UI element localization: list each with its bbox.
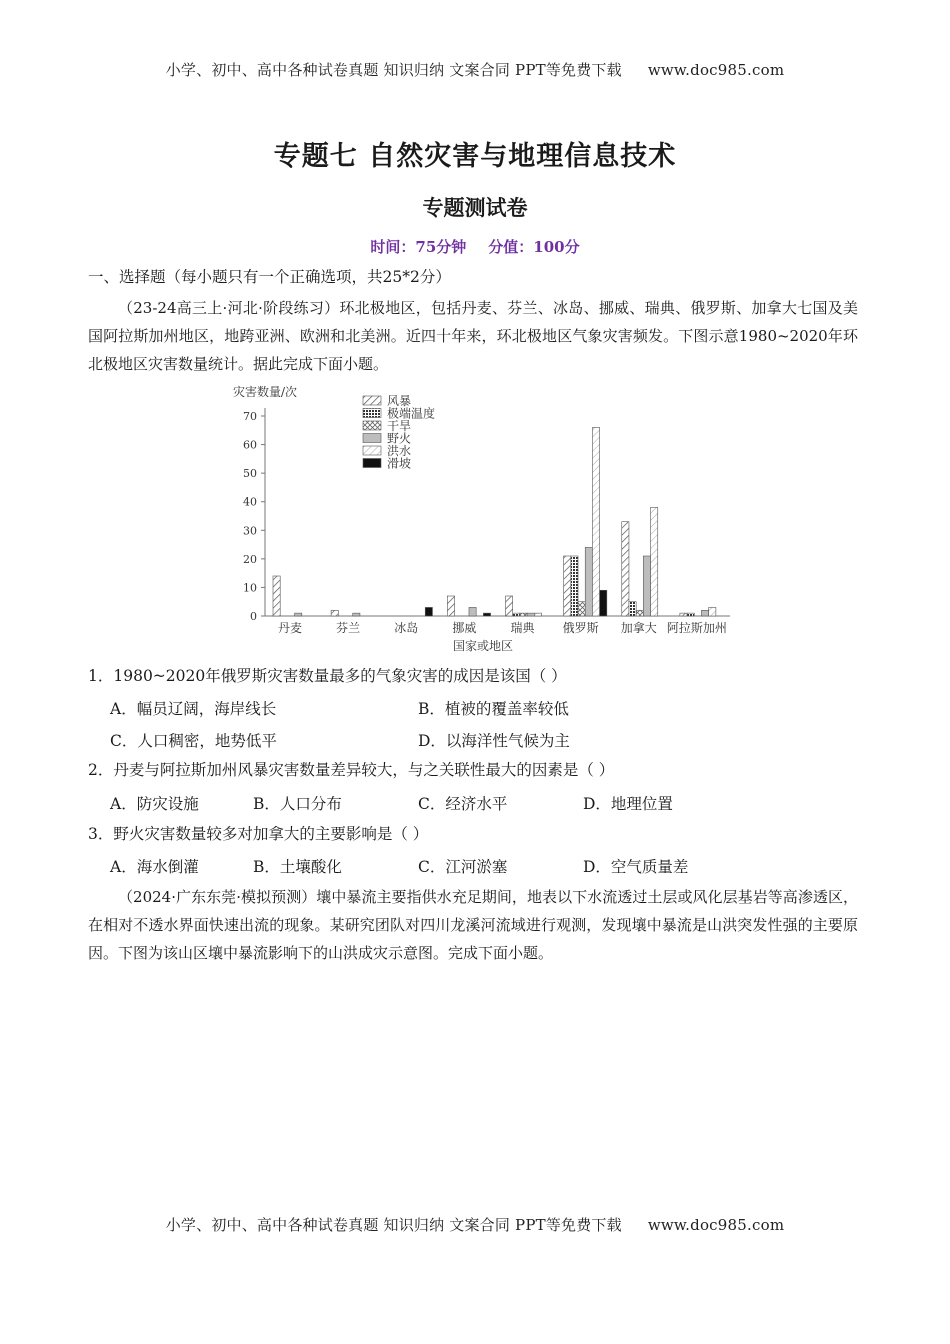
- legend-swatch: [363, 459, 381, 468]
- x-tick-label: 阿拉斯加州: [666, 621, 727, 635]
- legend-label: 野火: [387, 431, 412, 446]
- legend-swatch: [363, 446, 381, 455]
- time-limit: 时间：75分钟: [370, 238, 467, 256]
- bar-5-4: [592, 427, 599, 616]
- legend-label: 极端温度: [387, 406, 436, 421]
- y-tick-label: 60: [243, 438, 257, 452]
- x-tick-label: 挪威: [452, 621, 477, 635]
- question-2-option-b[interactable]: B．人口分布: [253, 795, 342, 813]
- legend: [363, 394, 435, 471]
- x-tick-label: 丹麦: [278, 621, 303, 635]
- x-tick-label: 冰岛: [394, 621, 419, 635]
- bar-5-0: [564, 556, 571, 616]
- legend-label: 干旱: [387, 419, 412, 433]
- question-1-option-d[interactable]: D．以海洋性气候为主: [418, 732, 570, 750]
- legend-swatch: [363, 396, 381, 405]
- page-footer: [0, 1214, 950, 1235]
- y-axis-title: 灾害数量/次: [233, 385, 298, 399]
- legend-label: 洪水: [387, 444, 412, 458]
- question-3-option-d[interactable]: D．空气质量差: [583, 858, 689, 876]
- bar-5-3: [585, 547, 592, 616]
- question-3-option-c[interactable]: C．江河淤塞: [418, 858, 508, 876]
- question-1-stem: 1．1980~2020年俄罗斯灾害数量最多的气象灾害的成因是该国（ ）: [88, 667, 567, 685]
- page-header: [0, 59, 950, 80]
- disaster-chart: [225, 380, 735, 655]
- question-2-option-c[interactable]: C．经济水平: [418, 795, 508, 813]
- bar-4-4: [534, 613, 541, 616]
- x-axis-labels: [278, 620, 727, 635]
- header-text: 小学、初中、高中各种试卷真题 知识归纳 文案合同 PPT等免费下载: [165, 61, 622, 79]
- bar-4-1: [513, 613, 520, 616]
- x-tick-label: 瑞典: [510, 621, 535, 635]
- bar-7-1: [687, 613, 694, 616]
- x-tick-label: 俄罗斯: [562, 621, 599, 635]
- y-tick-label: 50: [243, 467, 257, 481]
- y-tick-label: 0: [250, 610, 257, 623]
- bar-2-5: [425, 607, 432, 616]
- bar-4-0: [506, 596, 513, 616]
- bar-6-1: [629, 602, 636, 616]
- legend-swatch: [363, 421, 381, 430]
- bar-0-3: [295, 613, 302, 616]
- bar-0-0: [273, 576, 280, 616]
- question-1-option-a[interactable]: A．幅员辽阔，海岸线长: [110, 700, 277, 718]
- question-1-option-b[interactable]: B．植被的覆盖率较低: [418, 700, 569, 718]
- footer-text: 小学、初中、高中各种试卷真题 知识归纳 文案合同 PPT等免费下载: [165, 1216, 622, 1234]
- legend-label: 滑坡: [387, 456, 412, 471]
- legend-swatch: [363, 434, 381, 443]
- passage-1: （23-24高三上·河北·阶段练习）环北极地区，包括丹麦、芬兰、冰岛、挪威、瑞典、俄罗斯、加拿大七国及美国阿拉斯加州地区，地跨亚洲、欧洲和北美洲。近四十年来，环北极地区气象灾害频发。下图示意1980~2020年环北极地区灾害数量统计。据此完成下面小题。: [88, 299, 858, 373]
- bar-3-0: [447, 596, 454, 616]
- question-2-option-a[interactable]: A．防灾设施: [110, 795, 199, 813]
- bar-5-1: [571, 556, 578, 616]
- question-3-stem: 3．野火灾害数量较多对加拿大的主要影响是（ ）: [88, 825, 429, 843]
- footer-site[interactable]: www.doc985.com: [647, 1216, 785, 1234]
- page-subtitle: 专题测试卷: [422, 196, 528, 220]
- bar-1-0: [331, 610, 338, 616]
- bar-6-3: [643, 556, 650, 616]
- bar-6-2: [636, 610, 643, 616]
- x-tick-label: 芬兰: [336, 621, 361, 635]
- bar-7-0: [680, 613, 687, 616]
- bar-7-4: [709, 607, 716, 616]
- header-site[interactable]: www.doc985.com: [647, 61, 785, 79]
- legend-label: 风暴: [387, 394, 412, 408]
- bars: [273, 427, 716, 616]
- section-heading: 一、选择题（每小题只有一个正确选项，共25*2分）: [88, 268, 451, 286]
- bar-7-3: [701, 610, 708, 616]
- y-tick-label: 20: [243, 552, 257, 566]
- total-score: 分值：100分: [488, 238, 580, 256]
- question-3-option-b[interactable]: B．土壤酸化: [253, 858, 342, 876]
- legend-swatch: [363, 409, 381, 418]
- bar-6-4: [651, 507, 658, 616]
- y-tick-label: 70: [243, 410, 257, 423]
- bar-3-3: [469, 607, 476, 616]
- page-title: 专题七 自然灾害与地理信息技术: [273, 141, 677, 172]
- x-axis-title: 国家或地区: [452, 639, 514, 653]
- y-tick-label: 40: [243, 495, 257, 509]
- bar-5-5: [600, 590, 607, 616]
- bar-1-3: [353, 613, 360, 616]
- question-1-option-c[interactable]: C．人口稠密，地势低平: [110, 732, 277, 750]
- bar-5-2: [578, 602, 585, 616]
- question-2-option-d[interactable]: D．地理位置: [583, 795, 673, 813]
- time-info: [0, 236, 950, 257]
- y-tick-label: 10: [243, 581, 257, 595]
- question-3-option-a[interactable]: A．海水倒灌: [110, 858, 199, 876]
- passage-2: （2024·广东东莞·模拟预测）壤中暴流主要指供水充足期间，地表以下水流透过土层或风化层基岩等高渗透区，在相对不透水界面快速出流的现象。某研究团队对四川龙溪河流域进行观测，发现壤中暴流是山洪突发性强的主要原因。下图为该山区壤中暴流影响下的山洪成灾示意图。完成下面小题。: [88, 888, 858, 962]
- question-2-stem: 2．丹麦与阿拉斯加州风暴灾害数量差异较大，与之关联性最大的因素是（ ）: [88, 761, 615, 779]
- bar-4-2: [520, 613, 527, 616]
- x-tick-label: 加拿大: [620, 621, 657, 635]
- bar-6-0: [622, 522, 629, 616]
- bar-4-3: [527, 613, 534, 616]
- y-tick-label: 30: [243, 524, 257, 538]
- bar-3-5: [483, 613, 490, 616]
